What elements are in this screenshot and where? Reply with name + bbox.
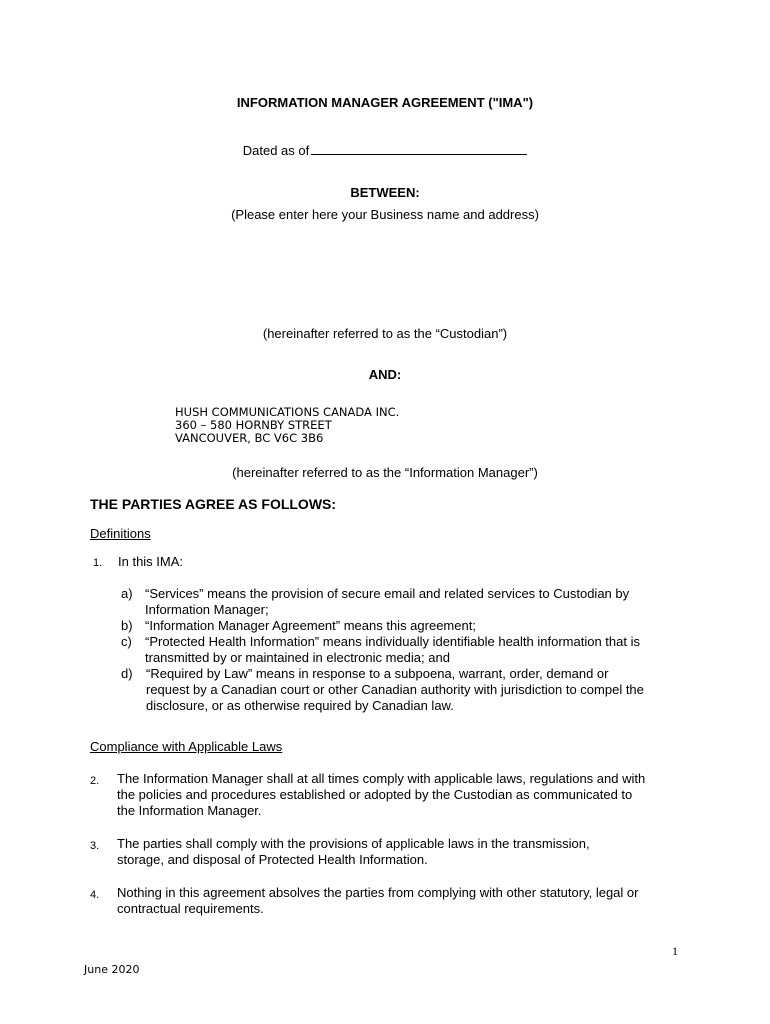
list-item <box>121 586 681 618</box>
clause-number: 3. <box>90 840 100 852</box>
custodian-prompt: (Please enter here your Business name and address) <box>231 207 539 222</box>
item-line: “Services” means the provision of secure email and related services to Custodian by <box>145 586 630 601</box>
list-item <box>121 634 681 666</box>
between-heading: BETWEEN: <box>350 185 420 200</box>
item-line: “Information Manager Agreement” means this agreement; <box>145 618 476 633</box>
clause-line: the policies and procedures established or adopted by the Custodian as communicated to <box>117 787 633 802</box>
clause-line: Nothing in this agreement absolves the parties from complying with other statutory, legal or <box>117 885 639 900</box>
item-line: “Protected Health Information” means individually identifiable health information that is <box>145 634 640 649</box>
clause-line: storage, and disposal of Protected Health Information. <box>117 852 428 867</box>
clause-text: In this IMA: <box>118 554 184 569</box>
address-line: HUSH COMMUNICATIONS CANADA INC. <box>175 405 400 419</box>
parties-heading: THE PARTIES AGREE AS FOLLOWS: <box>90 496 337 512</box>
page-number: 1 <box>672 944 678 958</box>
item-line: “Required by Law” means in response to a subpoena, warrant, order, demand or <box>146 666 609 681</box>
item-label: c) <box>121 634 132 649</box>
item-label: a) <box>121 586 133 601</box>
item-line: transmitted by or maintained in electronic media; and <box>145 650 450 665</box>
manager-reference: (hereinafter referred to as the “Information Manager”) <box>232 465 538 480</box>
clause-3 <box>90 836 690 868</box>
clause-number: 1. <box>93 557 103 569</box>
custodian-reference: (hereinafter referred to as the “Custodian”) <box>262 326 508 341</box>
item-line: disclosure, or as otherwise required by Canadian law. <box>146 698 454 713</box>
definitions-heading: Definitions <box>90 526 151 541</box>
document-title: INFORMATION MANAGER AGREEMENT ("IMA") <box>236 95 534 110</box>
list-item <box>121 618 681 634</box>
dated-label: Dated as of <box>242 143 310 158</box>
clause-line: the Information Manager. <box>117 803 262 818</box>
compliance-heading: Compliance with Applicable Laws <box>90 739 283 754</box>
address-line: VANCOUVER, BC V6C 3B6 <box>175 431 324 445</box>
date-blank-field[interactable] <box>311 141 527 155</box>
item-line: request by a Canadian court or other Canadian authority with jurisdiction to compel the <box>146 682 644 697</box>
item-label: b) <box>121 618 133 633</box>
address-line: 360 – 580 HORNBY STREET <box>175 418 332 432</box>
list-item <box>121 666 681 714</box>
clause-line: contractual requirements. <box>117 901 264 916</box>
manager-address <box>175 406 399 445</box>
footer-date: June 2020 <box>84 963 140 976</box>
item-label: d) <box>121 666 133 681</box>
clause-4 <box>90 885 690 917</box>
and-heading: AND: <box>368 367 402 382</box>
clause-line: The parties shall comply with the provisions of applicable laws in the transmission, <box>117 836 590 851</box>
clause-2 <box>90 771 690 819</box>
clause-number: 4. <box>90 889 100 901</box>
clause-number: 2. <box>90 775 100 787</box>
item-line: Information Manager; <box>145 602 269 617</box>
dated-line <box>0 141 770 159</box>
definitions-list <box>121 586 681 714</box>
clause-line: The Information Manager shall at all times comply with applicable laws, regulations and with <box>117 771 646 786</box>
